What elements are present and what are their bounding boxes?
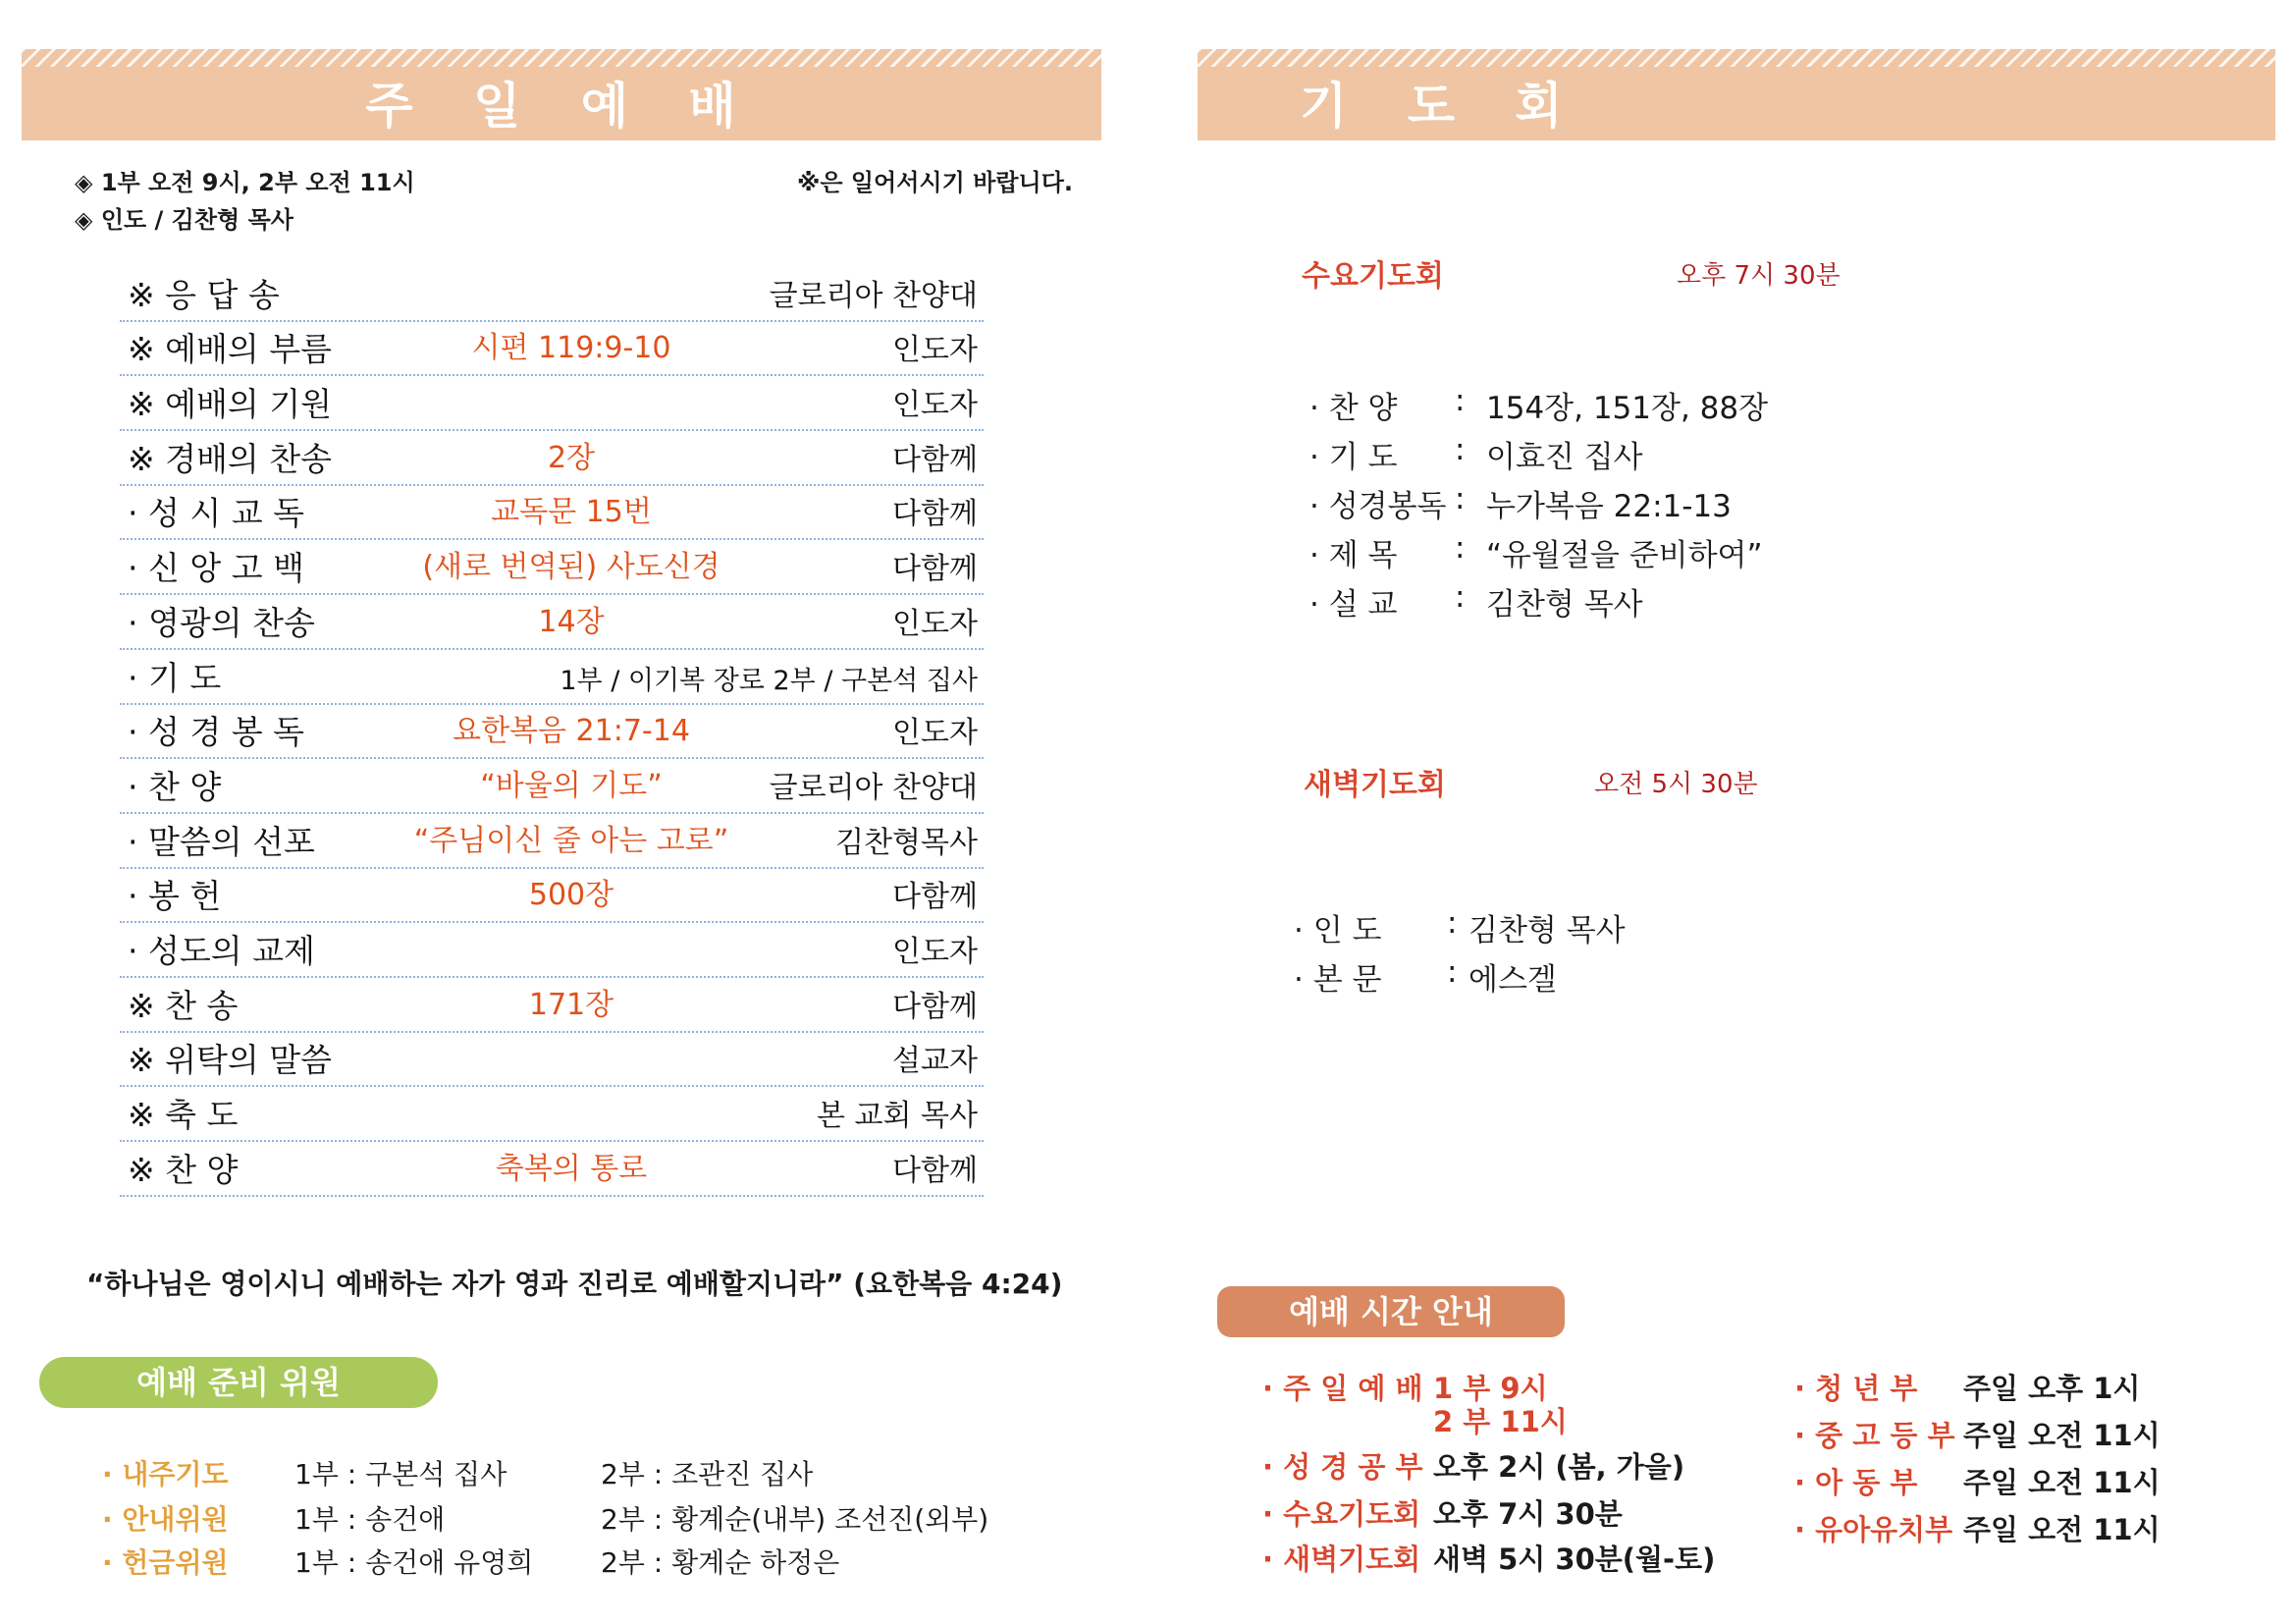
order-name: ※ 찬 송 — [128, 986, 239, 1025]
prep-label: · 안내위원 — [102, 1503, 229, 1536]
prep-second: 2부 : 황계순 하정은 — [601, 1546, 840, 1579]
wed-row-label: · 성경봉독 — [1309, 489, 1447, 524]
colon: : — [1455, 383, 1466, 418]
dawn-row-value: 에스겔 — [1468, 962, 1557, 998]
order-leader: 인도자 — [892, 388, 978, 423]
order-row — [120, 759, 984, 814]
order-leader: 김찬형목사 — [835, 825, 978, 860]
order-name: · 성도의 교제 — [128, 931, 315, 970]
dawn-prayer-title: 새벽기도회 — [1304, 768, 1446, 802]
schedule-label: · 청 년 부 — [1794, 1372, 1918, 1405]
wed-row-value: 김찬형 목사 — [1486, 587, 1643, 623]
order-leader: 다함께 — [892, 1153, 978, 1188]
order-name: ※ 예배의 부름 — [128, 330, 333, 369]
order-leader: 인도자 — [892, 333, 978, 368]
order-leader: 인도자 — [892, 716, 978, 751]
order-name: ※ 위탁의 말씀 — [128, 1041, 333, 1080]
order-detail: (새로 번역된) 사도신경 — [422, 550, 721, 585]
sunday-service-banner — [22, 49, 1101, 140]
colon: : — [1455, 432, 1466, 467]
order-name: ※ 응 답 송 — [128, 275, 280, 314]
schedule-label: · 수요기도회 — [1262, 1497, 1421, 1531]
service-times-pill — [1217, 1286, 1565, 1337]
order-name: ※ 찬 양 — [128, 1150, 239, 1189]
order-row — [120, 650, 984, 705]
schedule-value: 오후 2시 (봄, 가을) — [1433, 1450, 1685, 1484]
prayer-meeting-title: 기 도 회 — [1300, 78, 1584, 135]
order-leader: 다함께 — [892, 880, 978, 915]
prep-second: 2부 : 조관진 집사 — [601, 1458, 814, 1490]
order-leader: 글로리아 찬양대 — [769, 770, 978, 805]
order-row — [120, 376, 984, 431]
wed-row-label: · 제 목 — [1309, 538, 1398, 573]
schedule-value: 주일 오전 11시 — [1963, 1513, 2161, 1546]
wednesday-prayer-title: 수요기도회 — [1302, 259, 1444, 294]
order-row — [120, 267, 984, 322]
schedule-label: · 주 일 예 배 — [1262, 1372, 1423, 1405]
schedule-label: · 유아유치부 — [1794, 1513, 1953, 1546]
order-leader: 설교자 — [892, 1044, 978, 1079]
order-name: · 성 시 교 독 — [128, 494, 304, 533]
colon: : — [1447, 905, 1458, 941]
schedule-value: 오후 7시 30분 — [1433, 1497, 1623, 1531]
order-leader: 1부 / 이기복 장로 2부 / 구본석 집사 — [560, 665, 978, 696]
prep-first: 1부 : 송건애 — [294, 1503, 446, 1536]
order-detail: 교독문 15번 — [491, 495, 652, 530]
schedule-value: 2 부 11시 — [1433, 1405, 1568, 1438]
schedule-value: 주일 오후 1시 — [1963, 1372, 2141, 1405]
order-row — [120, 595, 984, 650]
colon: : — [1447, 954, 1458, 990]
wed-row-label: · 설 교 — [1309, 587, 1398, 623]
order-row — [120, 322, 984, 377]
schedule-label: · 중 고 등 부 — [1794, 1419, 1955, 1452]
prep-label: · 헌금위원 — [102, 1546, 229, 1579]
order-leader: 다함께 — [892, 497, 978, 532]
sunday-service-title: 주 일 예 배 — [365, 78, 758, 135]
order-detail: 500장 — [528, 878, 614, 913]
order-row — [120, 486, 984, 541]
order-leader: 다함께 — [892, 989, 978, 1024]
prep-second: 2부 : 황계순(내부) 조선진(외부) — [601, 1503, 989, 1536]
dawn-prayer-time: 오전 5시 30분 — [1594, 770, 1758, 799]
prayer-meeting-banner — [1198, 49, 2275, 140]
order-detail: 요한복음 21:7-14 — [453, 714, 690, 749]
order-name: · 신 앙 고 백 — [128, 549, 304, 588]
schedule-value: 새벽 5시 30분(월-토) — [1433, 1543, 1716, 1576]
order-leader: 글로리아 찬양대 — [769, 278, 978, 313]
standing-note: ※은 일어서시기 바랍니다. — [797, 169, 1073, 196]
order-row — [120, 1033, 984, 1088]
order-detail: 축복의 통로 — [495, 1151, 648, 1186]
wed-row-value: “유월절을 준비하여” — [1486, 538, 1763, 573]
service-times: ◈ 1부 오전 9시, 2부 오전 11시 — [75, 169, 415, 196]
schedule-label: · 성 경 공 부 — [1262, 1450, 1423, 1484]
order-of-worship — [120, 267, 984, 1197]
order-name: · 봉 헌 — [128, 877, 222, 916]
dawn-row-label: · 본 문 — [1294, 962, 1382, 998]
wed-row-value: 154장, 151장, 88장 — [1486, 391, 1769, 426]
order-name: · 찬 양 — [128, 767, 222, 806]
order-row — [120, 1142, 984, 1197]
schedule-value: 주일 오전 11시 — [1963, 1466, 2161, 1499]
schedule-value: 주일 오전 11시 — [1963, 1419, 2161, 1452]
wed-row-value: 이효진 집사 — [1486, 440, 1643, 475]
order-detail: 시편 119:9-10 — [471, 331, 671, 366]
order-row — [120, 978, 984, 1033]
wed-row-label: · 찬 양 — [1309, 391, 1398, 426]
scripture-verse: “하나님은 영이시니 예배하는 자가 영과 진리로 예배할지니라” (요한복음 4:24) — [86, 1268, 1063, 1300]
order-detail: 171장 — [528, 987, 614, 1022]
order-name: ※ 예배의 기원 — [128, 385, 333, 424]
order-row — [120, 869, 984, 924]
order-row — [120, 923, 984, 978]
order-detail: 14장 — [538, 604, 605, 639]
colon: : — [1455, 481, 1466, 516]
order-name: · 영광의 찬송 — [128, 603, 315, 642]
order-name: ※ 경배의 찬송 — [128, 439, 333, 478]
colon: : — [1455, 579, 1466, 615]
order-detail: “바울의 기도” — [480, 768, 663, 803]
order-row — [120, 1087, 984, 1142]
leader-info: ◈ 인도 / 김찬형 목사 — [75, 206, 294, 234]
wednesday-prayer-time: 오후 7시 30분 — [1677, 261, 1841, 291]
order-name: ※ 축 도 — [128, 1096, 239, 1134]
wed-row-label: · 기 도 — [1309, 440, 1398, 475]
order-leader: 본 교회 목사 — [817, 1099, 978, 1133]
order-name: · 성 경 봉 독 — [128, 713, 304, 752]
service-times-title: 예배 시간 안내 — [1289, 1293, 1493, 1330]
schedule-value: 1 부 9시 — [1433, 1372, 1548, 1405]
order-detail: “주님이신 줄 아는 고로” — [413, 823, 729, 858]
order-name: · 기 도 — [128, 658, 222, 697]
prep-first: 1부 : 구본석 집사 — [294, 1458, 507, 1490]
order-row — [120, 705, 984, 760]
wed-row-value: 누가복음 22:1-13 — [1486, 489, 1732, 524]
order-leader: 인도자 — [892, 606, 978, 641]
prep-label: · 내주기도 — [102, 1458, 229, 1490]
dawn-row-label: · 인 도 — [1294, 913, 1382, 948]
order-name: · 말씀의 선포 — [128, 822, 315, 861]
order-detail: 2장 — [547, 440, 596, 475]
order-row — [120, 540, 984, 595]
order-leader: 인도자 — [892, 934, 978, 969]
prep-committee-title: 예배 준비 위원 — [136, 1364, 341, 1401]
dawn-row-value: 김찬형 목사 — [1468, 913, 1626, 948]
colon: : — [1455, 530, 1466, 566]
order-leader: 다함께 — [892, 552, 978, 587]
schedule-label: · 새벽기도회 — [1262, 1543, 1421, 1576]
order-leader: 다함께 — [892, 442, 978, 477]
schedule-label: · 아 동 부 — [1794, 1466, 1918, 1499]
prep-first: 1부 : 송건애 유영희 — [294, 1546, 534, 1579]
order-row — [120, 814, 984, 869]
prep-committee-pill — [39, 1357, 438, 1408]
order-row — [120, 431, 984, 486]
